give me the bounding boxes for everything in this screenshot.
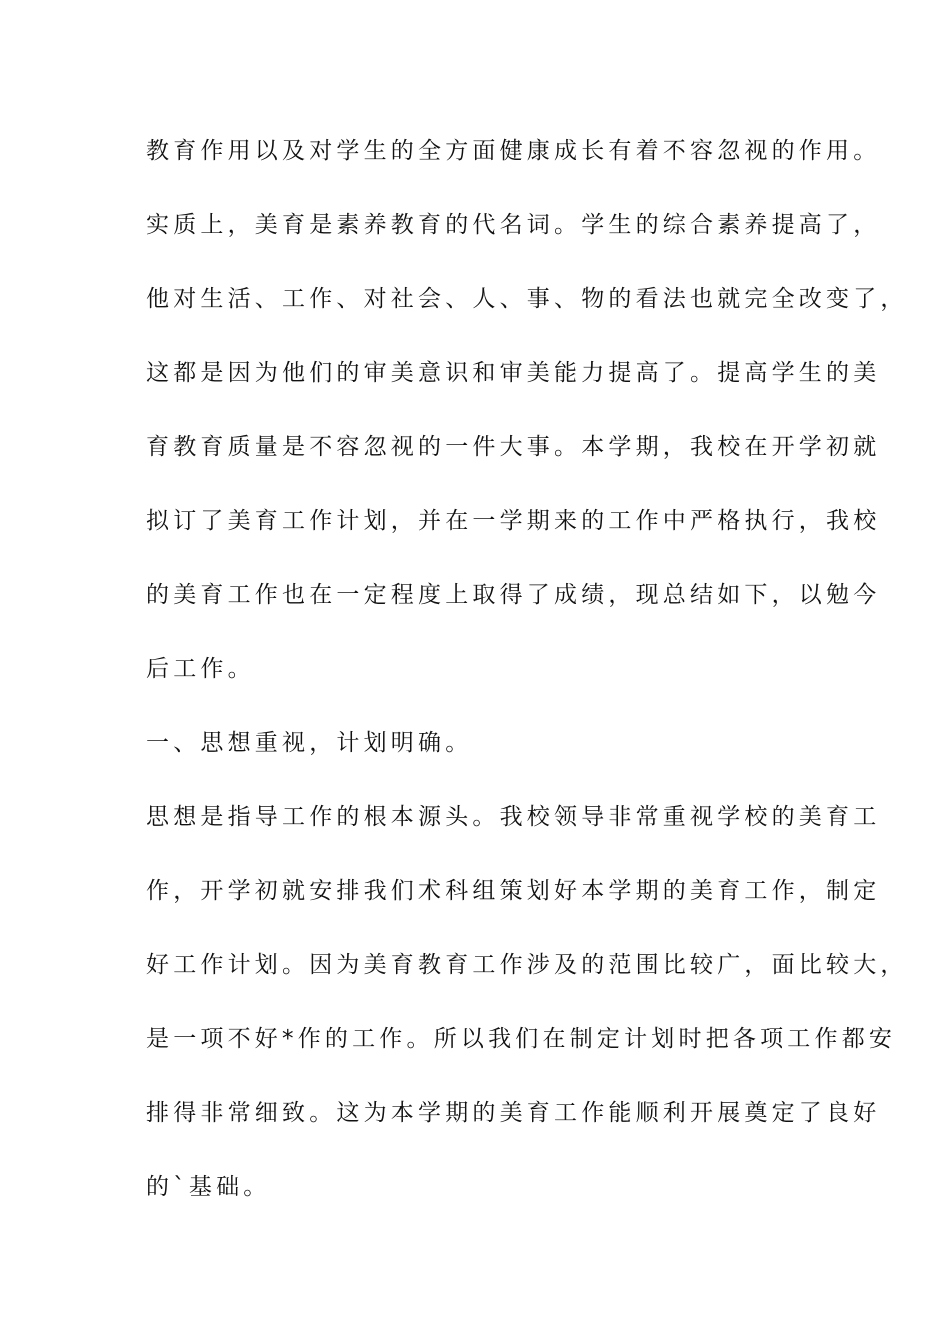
body-text-line-8: 后工作。 [146, 656, 255, 682]
body-text-line-4: 这都是因为他们的审美意识和审美能力提高了。提高学生的美 [146, 360, 881, 386]
body-text-line-7: 的美育工作也在一定程度上取得了成绩，现总结如下，以勉今 [146, 582, 881, 608]
body-text-line-2: 实质上，美育是素养教育的代名词。学生的综合素养提高了， [146, 212, 881, 238]
body-text-line-15: 的`基础。 [146, 1174, 271, 1200]
body-text-line-14: 排得非常细致。这为本学期的美育工作能顺利开展奠定了良好 [146, 1100, 881, 1126]
body-text-line-12: 好工作计划。因为美育教育工作涉及的范围比较广，面比较大， [146, 952, 908, 978]
body-text-line-3: 他对生活、工作、对社会、人、事、物的看法也就完全改变了， [146, 286, 908, 312]
section-heading: 一、思想重视，计划明确。 [146, 730, 473, 756]
body-text-line-5: 育教育质量是不容忽视的一件大事。本学期，我校在开学初就 [146, 434, 881, 460]
body-text-line-1: 教育作用以及对学生的全方面健康成长有着不容忽视的作用。 [146, 138, 881, 164]
body-text-line-11: 作，开学初就安排我们术科组策划好本学期的美育工作，制定 [146, 878, 881, 904]
body-text-line-6: 拟订了美育工作计划，并在一学期来的工作中严格执行，我校 [146, 508, 881, 534]
body-text-line-13: 是一项不好*作的工作。所以我们在制定计划时把各项工作都安 [146, 1026, 897, 1052]
body-text-line-10: 思想是指导工作的根本源头。我校领导非常重视学校的美育工 [146, 804, 881, 830]
